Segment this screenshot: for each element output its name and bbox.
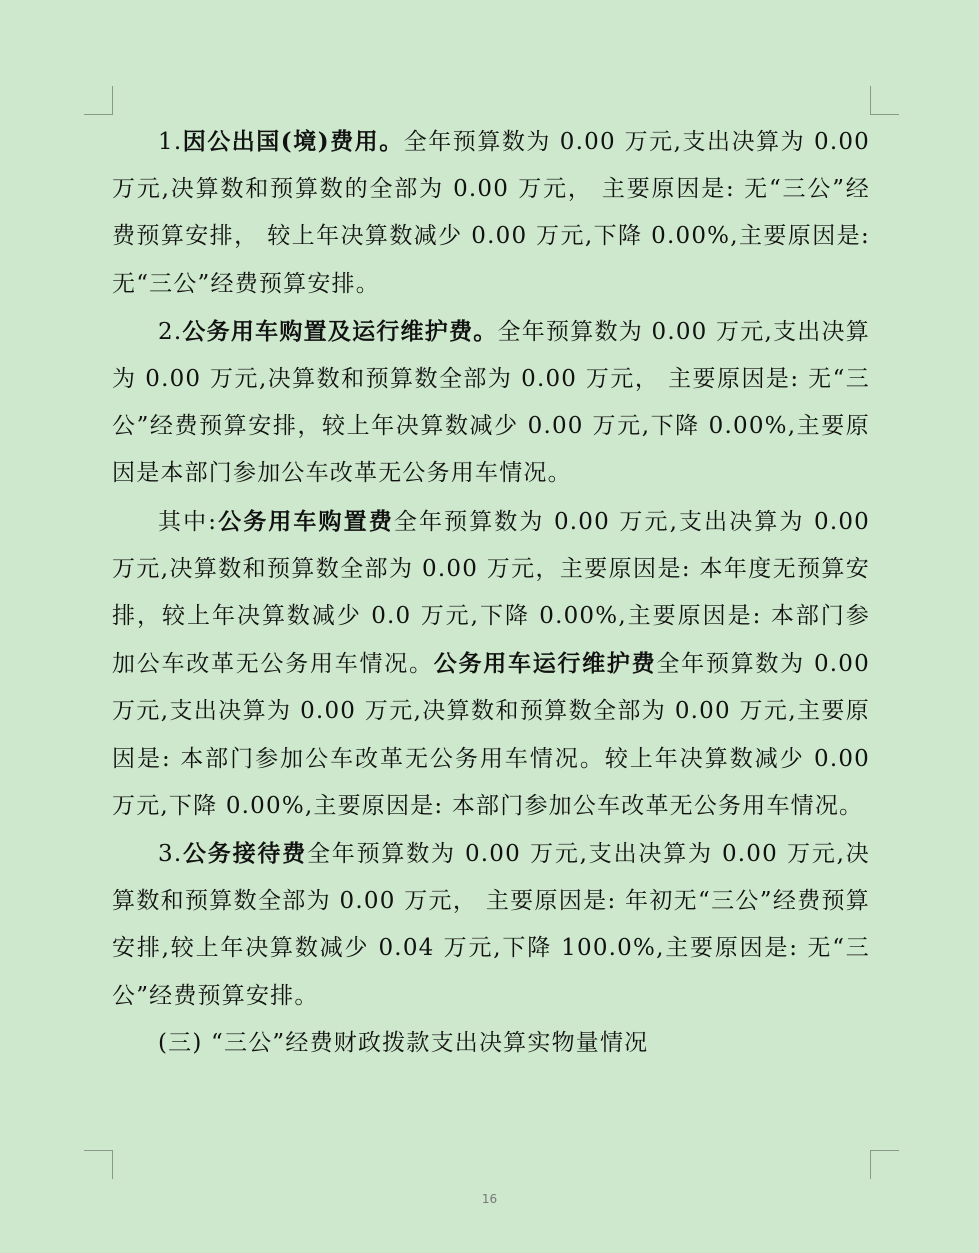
crop-mark-bottom-right: [870, 1150, 899, 1179]
paragraph-text-secondary: 全年预算数为 0.00 万元,支出决算为 0.00 万元,决算数和预算数全部为 0.00 万元,主要原因是: 本部门参加公车改革无公务用车情况。较上年决算数减少 0.00 万元,下降 0.00%,主要原因是: 本部门参加公车改革无公务用车情况。: [112, 651, 870, 819]
paragraph-reception: [112, 830, 870, 1020]
paragraph-heading-secondary: 公务用车运行维护费: [433, 650, 657, 678]
section-heading: (三) “三公”经费财政拨款支出决算实物量情况: [158, 1029, 649, 1056]
paragraph-heading: 公务用车购置及运行维护费。: [182, 317, 498, 345]
paragraph-heading: 公务用车购置费: [217, 507, 394, 535]
paragraph-text: 全年预算数为 0.00 万元,支出决算为 0.00 万元,决算数和预算数全部为 0.00 万元，主要原因是: 本年度无预算安排，较上年决算数减少 0.0 万元,下降 0.00%,主要原因是: 本部门参加公车改革无公务用车情况。: [112, 508, 870, 678]
paragraph-travel-abroad: [112, 118, 870, 308]
paragraph-number: 3.: [158, 841, 183, 868]
crop-mark-top-left: [84, 86, 113, 115]
paragraph-lead: 其中:: [158, 508, 218, 535]
document-body: [112, 118, 870, 1067]
crop-mark-bottom-left: [84, 1150, 113, 1179]
paragraph-heading: 公务接待费: [182, 840, 307, 868]
crop-mark-top-right: [870, 86, 899, 115]
paragraph-number: 2.: [158, 318, 183, 345]
paragraph-text: 全年预算数为 0.00 万元,支出决算为 0.00 万元,决算数和预算数全部为 0.00 万元， 主要原因是: 年初无“三公”经费预算安排,较上年决算数减少 0.04 万元,下降 100.0%,主要原因是: 无“三公”经费预算安排。: [112, 841, 870, 1009]
paragraph-vehicle-details: [112, 498, 870, 830]
paragraph-number: 1.: [158, 129, 183, 155]
paragraph-text: 全年预算数为 0.00 万元,支出决算为 0.00 万元,决算数和预算数全部为 0.00 万元， 主要原因是: 无“三公”经费预算安排，较上年决算数减少 0.00 万元,下降 0.00%,主要原因是本部门参加公车改革无公务用车情况。: [112, 318, 870, 487]
paragraph-official-vehicles: [112, 308, 870, 498]
paragraph-text: 全年预算数为 0.00 万元,支出决算为 0.00 万元,决算数和预算数的全部为 0.00 万元， 主要原因是: 无“三公”经费预算安排， 较上年决算数减少 0.00 万元,下降 0.00%,主要原因是: 无“三公”经费预算安排。: [112, 129, 871, 297]
page-number: 16: [481, 1192, 498, 1206]
paragraph-heading: 因公出国(境)费用。: [182, 128, 404, 155]
